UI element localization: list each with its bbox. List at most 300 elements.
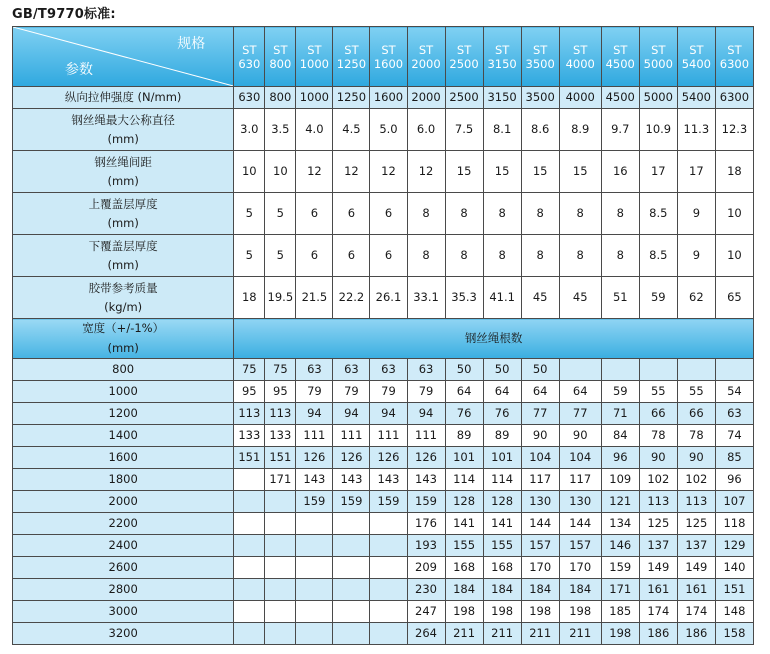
rope-count-cell: 143 (333, 469, 370, 491)
param-value-cell: 22.2 (333, 277, 370, 319)
rope-count-cell: 198 (483, 601, 521, 623)
rope-count-cell: 94 (333, 403, 370, 425)
param-unit: (mm) (107, 131, 139, 146)
param-value-cell: 9.7 (601, 109, 639, 151)
rope-count-cell: 141 (483, 513, 521, 535)
param-value-cell: 12 (296, 151, 333, 193)
rope-count-cell: 128 (483, 491, 521, 513)
rope-count-cell: 76 (483, 403, 521, 425)
width-row (13, 491, 754, 513)
param-value-cell: 8.5 (639, 193, 677, 235)
grade-number: 630 (238, 56, 261, 71)
width-label-cell: 1400 (13, 425, 234, 447)
grade-prefix: ST (727, 42, 742, 57)
width-row (13, 447, 754, 469)
rope-count-cell (601, 359, 639, 381)
param-value-cell: 1250 (333, 87, 370, 109)
rope-count-cell (639, 359, 677, 381)
rope-count-cell (370, 601, 407, 623)
param-value-cell: 6 (296, 235, 333, 277)
rope-count-cell: 55 (639, 381, 677, 403)
param-value-cell: 45 (559, 277, 601, 319)
param-value-cell: 8 (601, 193, 639, 235)
width-row (13, 469, 754, 491)
width-row (13, 425, 754, 447)
rope-count-cell (370, 623, 407, 645)
param-value-cell: 630 (234, 87, 265, 109)
rope-count-cell: 264 (407, 623, 445, 645)
page-title: GB/T9770标准: (12, 7, 116, 22)
param-value-cell: 8 (445, 193, 483, 235)
param-value-cell: 3500 (521, 87, 559, 109)
grade-header-cell (407, 27, 445, 87)
param-value-cell: 35.3 (445, 277, 483, 319)
param-value-cell: 12 (370, 151, 407, 193)
rope-count-cell: 90 (639, 447, 677, 469)
rope-count-cell: 63 (407, 359, 445, 381)
rope-count-cell: 113 (639, 491, 677, 513)
rope-count-cell: 230 (407, 579, 445, 601)
param-value-cell: 8.5 (639, 235, 677, 277)
rope-count-cell: 133 (234, 425, 265, 447)
rope-count-cell: 107 (715, 491, 753, 513)
rope-count-cell: 96 (715, 469, 753, 491)
rope-count-cell: 134 (601, 513, 639, 535)
width-row (13, 623, 754, 645)
rope-count-cell: 59 (601, 381, 639, 403)
grade-number: 1250 (336, 56, 367, 71)
width-label-cell: 2800 (13, 579, 234, 601)
width-label-cell: 1000 (13, 381, 234, 403)
rope-count-cell: 111 (370, 425, 407, 447)
rope-count-cell: 186 (677, 623, 715, 645)
grade-prefix: ST (456, 42, 472, 57)
param-value-cell: 10 (715, 193, 753, 235)
param-name: 钢丝绳间距 (94, 154, 152, 169)
rope-count-cell (296, 557, 333, 579)
rope-count-cell: 130 (521, 491, 559, 513)
spec-label: 规格 (177, 36, 206, 52)
width-header-row (13, 319, 754, 359)
param-value-cell: 8 (521, 193, 559, 235)
rope-count-cell: 168 (445, 557, 483, 579)
rope-count-cell: 109 (601, 469, 639, 491)
rope-count-cell: 111 (333, 425, 370, 447)
rope-count-cell: 133 (265, 425, 296, 447)
rope-count-cell: 161 (639, 579, 677, 601)
rope-count-cell: 117 (559, 469, 601, 491)
param-row (13, 235, 754, 277)
param-name: 钢丝绳最大公称直径 (71, 112, 175, 127)
grade-prefix: ST (494, 42, 510, 57)
rope-count-cell (265, 491, 296, 513)
param-row (13, 109, 754, 151)
rope-count-cell: 155 (483, 535, 521, 557)
rope-count-cell: 198 (559, 601, 601, 623)
grade-number: 5400 (681, 56, 711, 71)
rope-count-cell (333, 557, 370, 579)
param-unit: (kg/m) (104, 299, 143, 314)
rope-count-cell (333, 623, 370, 645)
rope-count-cell: 79 (296, 381, 333, 403)
rope-count-cell: 63 (333, 359, 370, 381)
rope-count-cell: 211 (521, 623, 559, 645)
param-value-cell: 7.5 (445, 109, 483, 151)
rope-count-cell: 114 (445, 469, 483, 491)
param-row (13, 193, 754, 235)
rope-count-cell: 55 (677, 381, 715, 403)
rope-count-cell: 198 (601, 623, 639, 645)
param-value-cell: 8 (445, 235, 483, 277)
rope-count-cell: 77 (521, 403, 559, 425)
param-label: 参数 (65, 62, 93, 78)
rope-count-cell (265, 535, 296, 557)
param-value-cell: 6 (333, 193, 370, 235)
param-value-cell: 33.1 (407, 277, 445, 319)
rope-count-cell: 111 (407, 425, 445, 447)
rope-count-cell: 211 (559, 623, 601, 645)
param-value-cell: 8 (483, 193, 521, 235)
rope-count-cell (333, 601, 370, 623)
rope-count-cell: 159 (370, 491, 407, 513)
param-value-cell: 19.5 (265, 277, 296, 319)
rope-count-cell: 211 (445, 623, 483, 645)
param-value-cell: 2500 (445, 87, 483, 109)
param-unit: (mm) (107, 173, 139, 188)
grade-prefix: ST (307, 42, 322, 57)
rope-count-cell (715, 359, 753, 381)
width-label-cell: 1800 (13, 469, 234, 491)
width-label-cell: 3000 (13, 601, 234, 623)
param-value-cell: 3150 (483, 87, 521, 109)
rope-count-cell: 89 (445, 425, 483, 447)
param-value-cell: 5 (265, 235, 296, 277)
width-header-cell (13, 319, 234, 359)
param-unit: (mm) (107, 257, 139, 272)
width-label-cell: 1200 (13, 403, 234, 425)
rope-count-cell (333, 513, 370, 535)
rope-count-cell (234, 623, 265, 645)
rope-count-cell: 137 (677, 535, 715, 557)
rope-count-cell: 94 (296, 403, 333, 425)
rope-count-cell (559, 359, 601, 381)
rope-count-cell (370, 557, 407, 579)
rope-count-cell: 146 (601, 535, 639, 557)
param-value-cell: 800 (265, 87, 296, 109)
param-value-cell: 8.1 (483, 109, 521, 151)
rope-count-cell: 143 (296, 469, 333, 491)
width-row (13, 557, 754, 579)
rope-count-cell (296, 513, 333, 535)
rope-count-cell: 126 (333, 447, 370, 469)
width-label-cell: 800 (13, 359, 234, 381)
param-value-cell: 18 (234, 277, 265, 319)
param-value-cell: 15 (521, 151, 559, 193)
param-label-cell (13, 109, 234, 151)
grade-prefix: ST (242, 42, 257, 57)
grade-number: 4000 (565, 56, 595, 71)
rope-count-cell: 125 (639, 513, 677, 535)
param-value-cell: 4000 (559, 87, 601, 109)
width-header-label: 宽度（+/-1%） (82, 321, 165, 335)
grade-prefix: ST (613, 42, 628, 57)
param-name: 上覆盖层厚度 (88, 196, 158, 211)
grade-prefix: ST (651, 42, 666, 57)
rope-count-cell: 113 (265, 403, 296, 425)
grade-number: 5000 (643, 56, 673, 71)
param-value-cell: 8 (483, 235, 521, 277)
rope-count-cell: 198 (445, 601, 483, 623)
rope-count-cell: 155 (445, 535, 483, 557)
grade-header-cell (715, 27, 753, 87)
width-row (13, 601, 754, 623)
param-value-cell: 9 (677, 235, 715, 277)
grade-prefix: ST (573, 42, 588, 57)
grade-number: 800 (269, 56, 292, 71)
rope-count-cell (265, 513, 296, 535)
grade-number: 4500 (605, 56, 635, 71)
param-unit: (mm) (107, 215, 139, 230)
grade-header-cell (521, 27, 559, 87)
grade-prefix: ST (689, 42, 704, 57)
grade-header-cell (483, 27, 521, 87)
header-row (13, 27, 754, 87)
rope-count-cell (234, 535, 265, 557)
corner-header-cell (13, 27, 234, 87)
rope-count-cell: 66 (677, 403, 715, 425)
param-value-cell: 21.5 (296, 277, 333, 319)
grade-number: 1000 (299, 56, 330, 71)
rope-count-cell: 171 (601, 579, 639, 601)
param-name: 胶带参考质量 (88, 280, 158, 295)
width-row (13, 535, 754, 557)
param-value-cell: 4500 (601, 87, 639, 109)
rope-count-cell: 77 (559, 403, 601, 425)
rope-count-cell (234, 513, 265, 535)
rope-count-cell: 102 (639, 469, 677, 491)
rope-count-cell: 50 (521, 359, 559, 381)
rope-count-cell: 63 (370, 359, 407, 381)
rope-count-cell (296, 601, 333, 623)
rope-count-cell: 209 (407, 557, 445, 579)
grade-header-cell (234, 27, 265, 87)
param-value-cell: 1600 (370, 87, 407, 109)
rope-count-cell (296, 535, 333, 557)
width-label-cell: 2400 (13, 535, 234, 557)
rope-count-cell: 78 (677, 425, 715, 447)
grade-prefix: ST (273, 42, 288, 57)
rope-count-cell: 143 (407, 469, 445, 491)
rope-count-cell: 143 (370, 469, 407, 491)
param-label-cell (13, 277, 234, 319)
param-value-cell: 4.5 (333, 109, 370, 151)
rope-count-cell (333, 535, 370, 557)
rope-count-cell: 161 (677, 579, 715, 601)
width-label-cell: 2000 (13, 491, 234, 513)
rope-count-cell: 64 (559, 381, 601, 403)
rope-count-cell (265, 557, 296, 579)
grade-header-cell (265, 27, 296, 87)
param-label-cell (13, 193, 234, 235)
rope-count-cell: 184 (445, 579, 483, 601)
param-value-cell: 5 (234, 193, 265, 235)
param-value-cell: 8 (559, 193, 601, 235)
param-value-cell: 8 (559, 235, 601, 277)
param-value-cell: 10 (234, 151, 265, 193)
rope-count-cell: 184 (521, 579, 559, 601)
param-value-cell: 12 (407, 151, 445, 193)
param-label-cell (13, 151, 234, 193)
param-value-cell: 6 (296, 193, 333, 235)
rope-count-cell: 184 (483, 579, 521, 601)
rope-count-cell: 137 (639, 535, 677, 557)
param-value-cell: 11.3 (677, 109, 715, 151)
rope-count-cell: 144 (521, 513, 559, 535)
rope-count-cell: 144 (559, 513, 601, 535)
grade-number: 6300 (719, 56, 750, 71)
param-value-cell: 6 (370, 193, 407, 235)
rope-count-cell: 117 (521, 469, 559, 491)
rope-count-cell: 174 (639, 601, 677, 623)
rope-count-cell (370, 513, 407, 535)
rope-count-cell: 158 (715, 623, 753, 645)
param-value-cell: 3.5 (265, 109, 296, 151)
grade-header-cell (677, 27, 715, 87)
width-label-cell: 2600 (13, 557, 234, 579)
rope-count-cell: 128 (445, 491, 483, 513)
rope-count-cell: 94 (407, 403, 445, 425)
param-value-cell: 10.9 (639, 109, 677, 151)
param-value-cell: 5000 (639, 87, 677, 109)
width-row (13, 403, 754, 425)
rope-count-cell (296, 623, 333, 645)
rope-count-cell: 157 (521, 535, 559, 557)
grade-prefix: ST (381, 42, 396, 57)
grade-number: 3500 (525, 56, 555, 71)
rope-count-cell: 211 (483, 623, 521, 645)
param-value-cell: 15 (483, 151, 521, 193)
width-label-cell: 3200 (13, 623, 234, 645)
rope-count-header: 钢丝绳根数 (234, 319, 754, 359)
param-value-cell: 6.0 (407, 109, 445, 151)
rope-count-cell: 63 (296, 359, 333, 381)
param-row (13, 151, 754, 193)
grade-header-cell (296, 27, 333, 87)
rope-count-cell (265, 623, 296, 645)
param-value-cell: 65 (715, 277, 753, 319)
param-value-cell: 3.0 (234, 109, 265, 151)
grade-number: 2500 (449, 56, 479, 71)
rope-count-cell: 71 (601, 403, 639, 425)
rope-count-cell: 50 (445, 359, 483, 381)
rope-count-cell: 104 (559, 447, 601, 469)
rope-count-cell (234, 491, 265, 513)
param-value-cell: 8 (521, 235, 559, 277)
param-value-cell: 15 (445, 151, 483, 193)
rope-count-cell: 96 (601, 447, 639, 469)
param-value-cell: 9 (677, 193, 715, 235)
rope-count-cell: 159 (296, 491, 333, 513)
rope-count-cell: 74 (715, 425, 753, 447)
rope-count-cell (333, 579, 370, 601)
rope-count-cell: 76 (445, 403, 483, 425)
param-label-cell (13, 87, 234, 109)
rope-count-cell: 149 (639, 557, 677, 579)
rope-count-cell: 79 (407, 381, 445, 403)
grade-header-cell (333, 27, 370, 87)
grade-number: 2000 (411, 56, 441, 71)
rope-count-cell: 149 (677, 557, 715, 579)
rope-count-cell: 157 (559, 535, 601, 557)
param-value-cell: 45 (521, 277, 559, 319)
param-value-cell: 18 (715, 151, 753, 193)
param-value-cell: 1000 (296, 87, 333, 109)
rope-count-cell: 90 (559, 425, 601, 447)
rope-count-cell: 159 (333, 491, 370, 513)
rope-count-cell: 113 (677, 491, 715, 513)
rope-count-cell: 159 (407, 491, 445, 513)
rope-count-cell: 151 (265, 447, 296, 469)
grade-header-cell (370, 27, 407, 87)
rope-count-cell (234, 469, 265, 491)
rope-count-cell: 94 (370, 403, 407, 425)
rope-count-cell: 168 (483, 557, 521, 579)
width-row (13, 579, 754, 601)
rope-count-cell: 159 (601, 557, 639, 579)
rope-count-cell: 126 (407, 447, 445, 469)
param-value-cell: 5 (234, 235, 265, 277)
rope-count-cell: 90 (521, 425, 559, 447)
rope-count-cell: 176 (407, 513, 445, 535)
param-value-cell: 10 (265, 151, 296, 193)
param-value-cell: 8.6 (521, 109, 559, 151)
width-label-cell: 1600 (13, 447, 234, 469)
rope-count-cell: 78 (639, 425, 677, 447)
param-value-cell: 59 (639, 277, 677, 319)
rope-count-cell (370, 579, 407, 601)
param-value-cell: 10 (715, 235, 753, 277)
rope-count-cell: 64 (521, 381, 559, 403)
rope-count-cell: 111 (296, 425, 333, 447)
grade-prefix: ST (418, 42, 434, 57)
param-value-cell: 17 (639, 151, 677, 193)
rope-count-cell: 174 (677, 601, 715, 623)
rope-count-cell: 186 (639, 623, 677, 645)
rope-count-cell: 90 (677, 447, 715, 469)
rope-count-cell: 185 (601, 601, 639, 623)
param-value-cell: 12.3 (715, 109, 753, 151)
param-value-cell: 51 (601, 277, 639, 319)
param-value-cell: 6300 (715, 87, 753, 109)
param-value-cell: 41.1 (483, 277, 521, 319)
rope-count-cell: 151 (234, 447, 265, 469)
rope-count-cell: 140 (715, 557, 753, 579)
rope-count-cell: 130 (559, 491, 601, 513)
param-name: 纵向拉伸强度 (N/mm) (64, 90, 182, 104)
param-value-cell: 8 (407, 193, 445, 235)
param-value-cell: 5.0 (370, 109, 407, 151)
width-header-unit: (mm) (107, 341, 139, 355)
rope-count-cell: 95 (265, 381, 296, 403)
rope-count-cell (234, 601, 265, 623)
param-value-cell: 16 (601, 151, 639, 193)
param-label-cell (13, 235, 234, 277)
rope-count-cell: 79 (370, 381, 407, 403)
param-value-cell: 15 (559, 151, 601, 193)
param-value-cell: 62 (677, 277, 715, 319)
rope-count-cell: 114 (483, 469, 521, 491)
grade-number: 1600 (373, 56, 404, 71)
